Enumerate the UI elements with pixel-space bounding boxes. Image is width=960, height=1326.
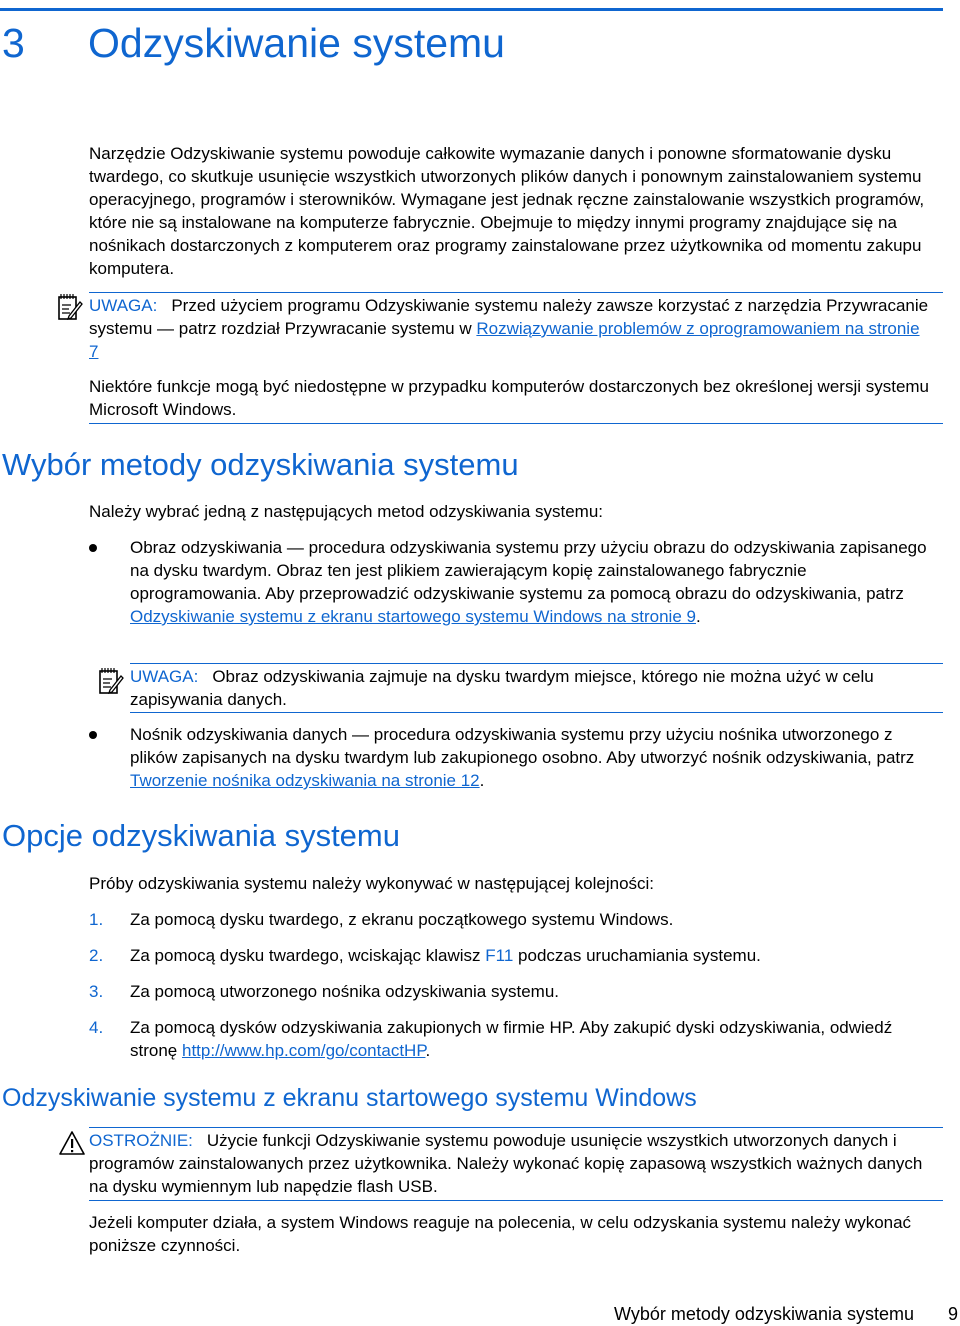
- bullet-recovery-image: [130, 536, 930, 628]
- section-options-lead: Próby odzyskiwania systemu należy wykonywać w następującej kolejności:: [89, 874, 655, 893]
- note-para2: Niektóre funkcje mogą być niedostępne w przypadku komputerów dostarczonych bez określonej wersji systemu Microsoft Windows.: [89, 377, 930, 419]
- bullet-recovery-media-text: Nośnik odzyskiwania danych — procedura odzyskiwania systemu przy użyciu nośnika utworzonego z plików zapisanych na dysku twardym lub zakupionego osobno. Aby utworzyć nośnik odzyskiwania, patrz: [130, 725, 915, 767]
- section-method-lead: Należy wybrać jedną z następujących metod odzyskiwania systemu:: [89, 502, 604, 521]
- caution-label: OSTROŻNIE:: [89, 1131, 193, 1150]
- note-link-troubleshooting[interactable]: Rozwiązywanie problemów z oprogramowaniem na stronie 7: [89, 319, 920, 361]
- option-item-2-before: Za pomocą dysku twardego, wciskając klawisz: [130, 946, 481, 965]
- bullet-dot: [89, 544, 97, 552]
- note-text-mid: w: [459, 319, 472, 338]
- option-item-4: [130, 1016, 930, 1062]
- link-windows-recovery[interactable]: Odzyskiwanie systemu z ekranu startowego systemu Windows na stronie 9: [130, 607, 696, 626]
- option-item-3: Za pomocą utworzonego nośnika odzyskiwania systemu.: [130, 982, 559, 1001]
- caution-box: [89, 1127, 943, 1201]
- link-hp-contact[interactable]: http://www.hp.com/go/contactHP: [181, 1041, 426, 1060]
- note-bold-ref: Przywracanie systemu: [284, 319, 455, 338]
- footer-page-number: 9: [947, 1304, 958, 1324]
- note-label: UWAGA:: [130, 667, 199, 686]
- option-item-2-after: podczas uruchamiania systemu.: [518, 946, 761, 965]
- bullet-recovery-media: [130, 723, 930, 792]
- caution-body: Użycie funkcji Odzyskiwanie systemu powoduje usunięcie wszystkich utworzonych danych i programów zainstalowanych przez użytkownika. Należy wykonać kopię zapasową wszystkich ważnych danych na dysku wymiennym lub napędzie flash USB.: [89, 1131, 923, 1196]
- bullet-dot: [89, 731, 97, 739]
- section-windows-paragraph: Jeżeli komputer działa, a system Windows reaguje na polecenia, w celu odzyskania systemu należy wykonać poniższe czynności.: [89, 1213, 912, 1255]
- link-create-recovery-media[interactable]: Tworzenie nośnika odzyskiwania na stronie 12: [130, 771, 480, 790]
- section-windows-title: Odzyskiwanie systemu z ekranu startowego systemu Windows: [2, 1084, 697, 1112]
- chapter-title: [2, 18, 505, 68]
- note-box: [89, 292, 943, 424]
- key-f11: F11: [485, 946, 514, 965]
- warning-icon: [58, 1130, 86, 1156]
- bullet-recovery-media-end: .: [479, 771, 485, 790]
- note-text: [89, 293, 929, 363]
- list-number: 1.: [89, 910, 104, 929]
- note-icon: [57, 292, 83, 322]
- intro-paragraph: Narzędzie Odzyskiwanie systemu powoduje całkowite wymazanie danych i ponowne sformatowanie dysku twardego, co skutkuje usunięcie wszystkich utworzonych plików danych i ponownym zainstalowaniem systemu operacyjnego, programów i sterowników. Wymagane jest jednak ręczne zainstalowanie wszystkich programów, które nie są instalowane na komputerze fabrycznie. Obejmuje to między innymi programy znajdujące się na nośnikach dostarczonych z komputerem oraz programy zainstalowane przez użytkownika od momentu zakupu komputera.: [89, 144, 925, 278]
- note-label: UWAGA:: [89, 296, 158, 315]
- option-item-1: Za pomocą dysku twardego, z ekranu początkowego systemu Windows.: [130, 910, 674, 929]
- chapter-title-text: Odzyskiwanie systemu: [88, 20, 505, 66]
- option-item-4-text: Za pomocą dysków odzyskiwania zakupionych w firmie HP. Aby zakupić dyski odzyskiwania, odwiedź stronę: [130, 1018, 893, 1060]
- bullet-recovery-image-text: Obraz odzyskiwania — procedura odzyskiwania systemu przy użyciu obrazu do odzyskiwania zapisanego na dysku twardym. Obraz ten jest plikiem zawierającym kopię zainstalowanego fabrycznie oprogramowania. Aby przeprowadzić odzyskiwanie systemu za pomocą obrazu do odzyskiwania, patrz: [130, 538, 927, 603]
- footer-section: Wybór metody odzyskiwania systemu: [614, 1304, 914, 1324]
- chapter-number: 3: [2, 20, 25, 66]
- bullet-recovery-image-end: .: [695, 607, 701, 626]
- note-recovery-image-text: [130, 664, 930, 711]
- chapter-top-rule: [0, 8, 943, 11]
- note-recovery-image-body: Obraz odzyskiwania zajmuje na dysku twardym miejsce, którego nie można użyć w celu zapisywania danych.: [130, 667, 874, 709]
- section-method-title: Wybór metody odzyskiwania systemu: [2, 447, 519, 482]
- option-item-2: [130, 944, 930, 967]
- list-number: 3.: [89, 982, 104, 1001]
- caution-text: [89, 1128, 929, 1198]
- section-options-title: Opcje odzyskiwania systemu: [2, 818, 400, 853]
- note-icon: [98, 666, 124, 696]
- note-text-before: Przed użyciem programu Odzyskiwanie systemu należy zawsze korzystać z narzędzia Przywracanie systemu — patrz rozdział: [89, 296, 929, 338]
- list-number: 2.: [89, 946, 104, 965]
- list-number: 4.: [89, 1018, 104, 1037]
- note-box-recovery-image: [130, 663, 943, 713]
- option-item-4-end: .: [425, 1041, 431, 1060]
